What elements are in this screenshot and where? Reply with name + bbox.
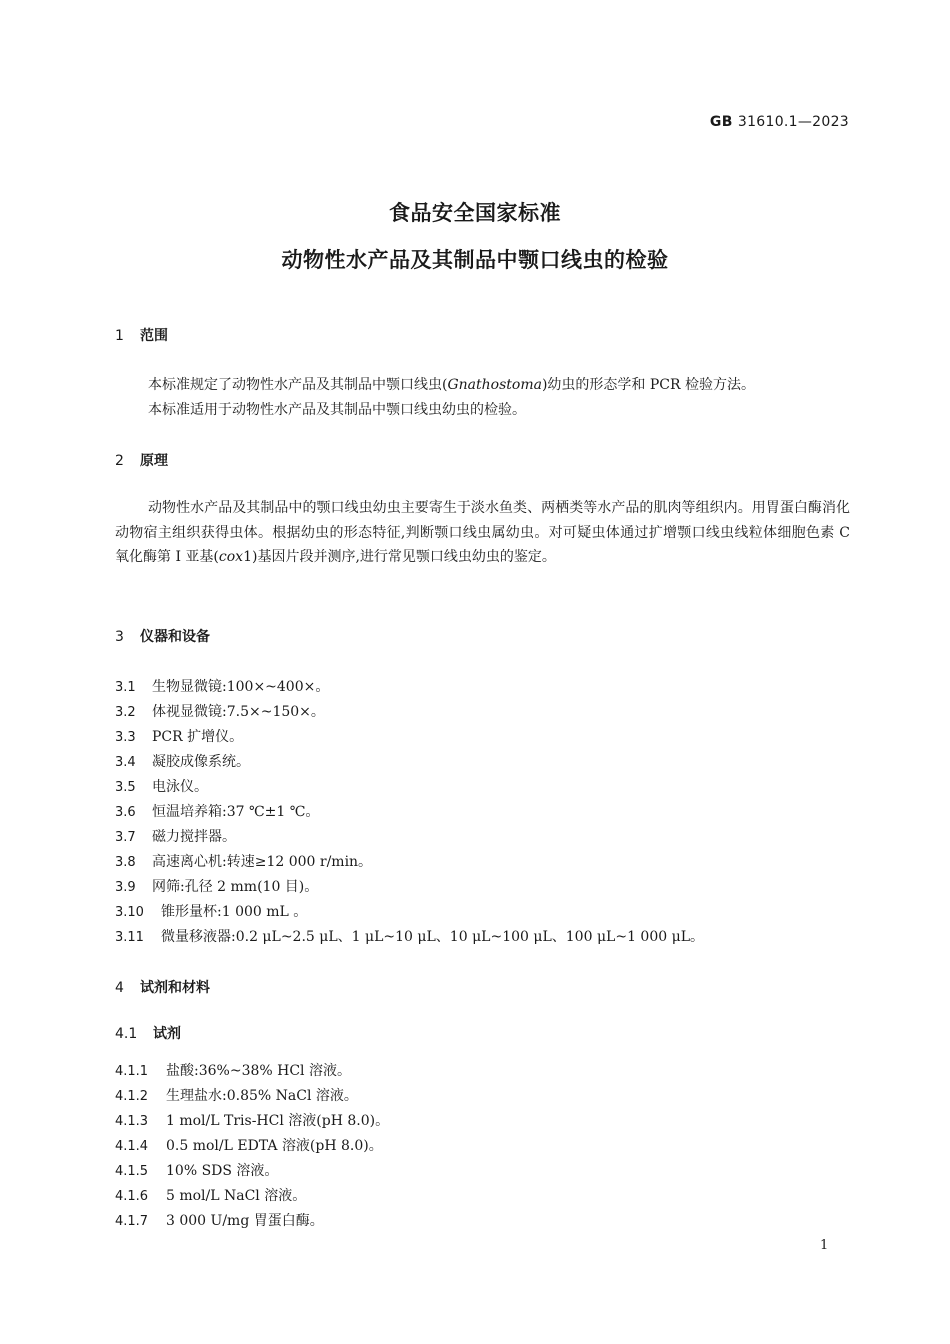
item-text: 1 mol/L Tris-HCl 溶液(pH 8.0)。 xyxy=(166,1113,390,1129)
item-number: 3.4 xyxy=(115,755,136,770)
item-text: 网筛:孔径 2 mm(10 目)。 xyxy=(152,879,319,895)
item-text: 体视显微镜:7.5×~150×。 xyxy=(152,704,325,720)
item-number: 3.6 xyxy=(115,805,136,820)
section-number: 2 xyxy=(115,453,124,469)
item-text: 高速离心机:转速≥12 000 r/min。 xyxy=(152,854,373,870)
section-title: 范围 xyxy=(140,328,168,344)
item-text: 5 mol/L NaCl 溶液。 xyxy=(166,1188,307,1204)
scope-paragraph-1: 本标准规定了动物性水产品及其制品中颚口线虫(Gnathostoma)幼虫的形态学和 PCR 检验方法。 xyxy=(148,377,755,393)
item-number: 3.11 xyxy=(115,930,144,945)
item-text: 生理盐水:0.85% NaCl 溶液。 xyxy=(166,1088,358,1104)
list-item xyxy=(115,1135,383,1155)
item-text: 生物显微镜:100×~400×。 xyxy=(152,679,330,695)
section-heading-3 xyxy=(115,626,210,646)
subsection-heading-4-1 xyxy=(115,1023,181,1043)
list-item xyxy=(115,1110,389,1130)
item-number: 3.7 xyxy=(115,830,136,845)
list-item xyxy=(115,801,319,821)
list-item xyxy=(115,901,307,921)
section-title: 原理 xyxy=(140,453,168,469)
item-number: 4.1.7 xyxy=(115,1214,149,1229)
item-number: 4.1.4 xyxy=(115,1139,149,1154)
section-heading-1 xyxy=(115,325,168,345)
item-number: 3.8 xyxy=(115,855,136,870)
item-number: 3.2 xyxy=(115,705,136,720)
list-item xyxy=(115,701,325,721)
principle-paragraph: 动物性水产品及其制品中的颚口线虫幼虫主要寄生于淡水鱼类、两栖类等水产品的肌肉等组织内。用胃蛋白酶消化动物宿主组织获得虫体。根据幼虫的形态特征,判断颚口线虫属幼虫。对可疑虫体通过扩增颚口线虫线粒体细胞色素 C 氧化酶第 I 亚基(cox1)基因片段并测序,进行常见颚口线虫幼虫的鉴定。 xyxy=(115,500,850,565)
list-item xyxy=(115,1085,358,1105)
item-number: 4.1.3 xyxy=(115,1114,149,1129)
list-item xyxy=(115,751,250,771)
document-title-sub: 动物性水产品及其制品中颚口线虫的检验 xyxy=(281,248,669,272)
section-number: 3 xyxy=(115,629,124,645)
item-number: 4.1.5 xyxy=(115,1164,149,1179)
list-item xyxy=(115,776,208,796)
section-title: 仪器和设备 xyxy=(140,629,210,645)
list-item xyxy=(115,926,704,946)
list-item xyxy=(115,826,236,846)
section-title: 试剂和材料 xyxy=(140,980,210,996)
item-text: 磁力搅拌器。 xyxy=(152,829,236,845)
item-number: 4.1.2 xyxy=(115,1089,149,1104)
item-text: 3 000 U/mg 胃蛋白酶。 xyxy=(166,1213,324,1229)
section-heading-2 xyxy=(115,450,168,470)
list-item xyxy=(115,726,243,746)
standard-prefix: GB xyxy=(709,114,733,130)
list-item xyxy=(115,1185,306,1205)
item-number: 4.1.1 xyxy=(115,1064,149,1079)
section-number: 1 xyxy=(115,328,124,344)
scope-paragraph-2: 本标准适用于动物性水产品及其制品中颚口线虫幼虫的检验。 xyxy=(148,402,526,418)
item-text: 恒温培养箱:37 ℃±1 ℃。 xyxy=(152,804,320,820)
genus-name: Gnathostoma xyxy=(447,377,542,393)
page-number: 1 xyxy=(820,1238,829,1253)
list-item xyxy=(115,1210,324,1230)
item-text: 盐酸:36%~38% HCl 溶液。 xyxy=(166,1063,351,1079)
list-item xyxy=(115,1060,351,1080)
item-number: 3.10 xyxy=(115,905,144,920)
item-text: 锥形量杯:1 000 mL 。 xyxy=(161,904,308,920)
list-item xyxy=(115,1160,278,1180)
section-heading-4 xyxy=(115,977,210,997)
item-text: 电泳仪。 xyxy=(152,779,208,795)
item-text: 0.5 mol/L EDTA 溶液(pH 8.0)。 xyxy=(166,1138,383,1154)
gene-name: cox xyxy=(218,549,244,565)
item-text: 凝胶成像系统。 xyxy=(152,754,250,770)
item-text: 微量移液器:0.2 μL~2.5 μL、1 μL~10 μL、10 μL~100 μL、100 μL~1 000 μL。 xyxy=(161,929,704,945)
list-item xyxy=(115,851,372,871)
item-number: 4.1.6 xyxy=(115,1189,149,1204)
subsection-title: 试剂 xyxy=(153,1026,181,1042)
item-text: PCR 扩增仪。 xyxy=(152,729,244,745)
item-text: 10% SDS 溶液。 xyxy=(166,1163,279,1179)
item-number: 3.5 xyxy=(115,780,136,795)
standard-code xyxy=(710,114,849,130)
item-number: 3.3 xyxy=(115,730,136,745)
section-number: 4 xyxy=(115,980,124,996)
item-number: 3.9 xyxy=(115,880,136,895)
item-number: 3.1 xyxy=(115,680,136,695)
list-item xyxy=(115,876,318,896)
subsection-number: 4.1 xyxy=(115,1026,138,1042)
standard-number: 31610.1—2023 xyxy=(737,114,849,130)
document-title-main: 食品安全国家标准 xyxy=(389,201,561,225)
list-item xyxy=(115,676,329,696)
